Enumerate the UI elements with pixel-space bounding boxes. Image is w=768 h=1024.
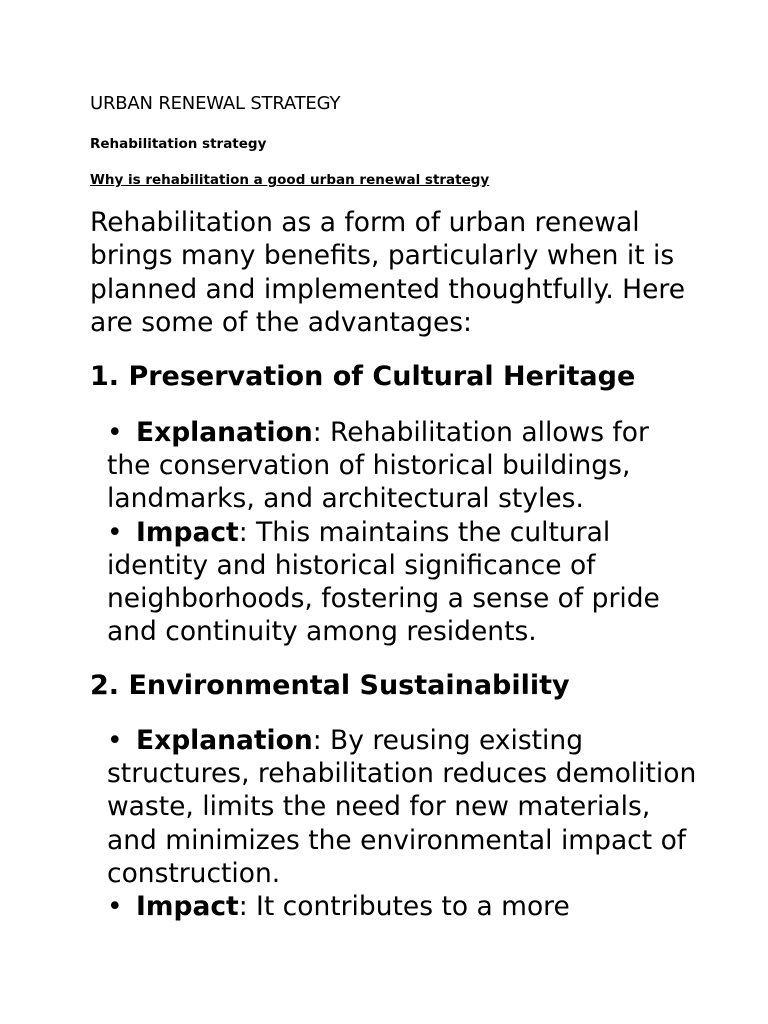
bullet-text: : By reusing existing structures, rehabilitation reduces demolition waste, limits the need for new materials, and minimizes the environmental impact of construction. [107, 725, 697, 889]
section-label: Rehabilitation strategy [90, 136, 267, 152]
bullet-item [107, 890, 697, 923]
section-heading-environmental-sustainability: 2. Environmental Sustainability [90, 670, 570, 701]
bullet-list-cultural-heritage [107, 416, 697, 648]
intro-paragraph: Rehabilitation as a form of urban renewal brings many benefits, particularly when it is planned and implemented thoughtfully. Here are some of the advantages: [90, 207, 686, 338]
bullet-term: Explanation [136, 725, 313, 756]
bullet-text: : It contributes to a more [238, 891, 570, 923]
question-heading: Why is rehabilitation a good urban renewal strategy [90, 172, 490, 188]
bullet-text: : This maintains the cultural identity and historical significance of neighborhoods, fostering a sense of pride and continuity among residents. [107, 516, 660, 648]
bullet-marker: • [107, 891, 123, 923]
bullet-term: Impact [136, 891, 239, 923]
section-heading-cultural-heritage: 1. Preservation of Cultural Heritage [90, 361, 636, 392]
bullet-list-environmental-sustainability [107, 724, 697, 923]
bullet-marker: • [107, 417, 123, 448]
bullet-item [107, 724, 697, 890]
bullet-item [107, 516, 697, 649]
bullet-term: Explanation [136, 417, 313, 448]
document-title: URBAN RENEWAL STRATEGY [90, 93, 341, 114]
bullet-term: Impact [136, 516, 239, 548]
bullet-text: : Rehabilitation allows for the conservation of historical buildings, landmarks, and architectural styles. [107, 417, 649, 515]
bullet-marker: • [107, 725, 123, 756]
bullet-marker: • [107, 516, 123, 548]
bullet-item [107, 416, 697, 516]
